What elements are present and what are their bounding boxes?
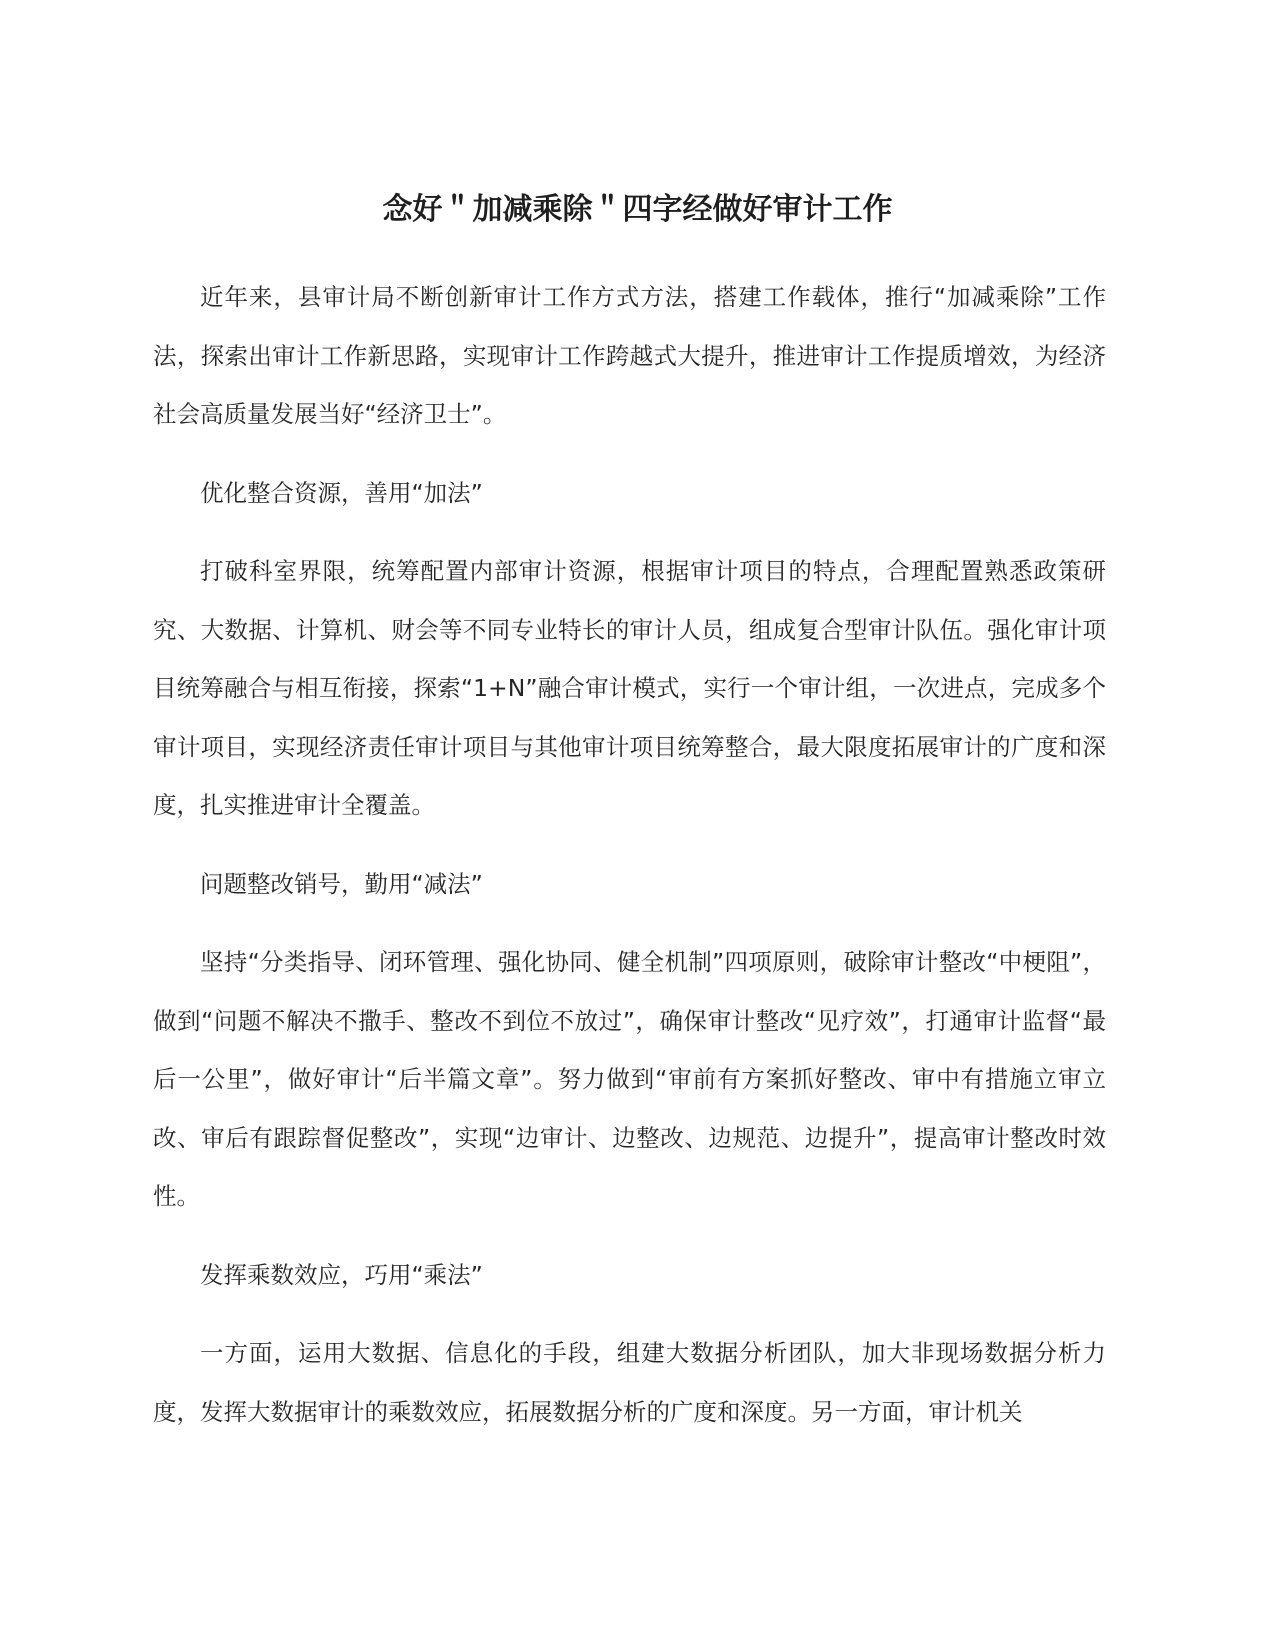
document-body <box>153 268 1106 1461</box>
section-heading-multiplication: 发挥乘数效应，巧用“乘法” <box>200 1260 483 1289</box>
document-title: 念好＂加减乘除＂四字经做好审计工作 <box>382 192 893 227</box>
section-body-addition: 打破科室界限，统筹配置内部审计资源，根据审计项目的特点，合理配置熟悉政策研究、大数据、计算机、财会等不同专业特长的审计人员，组成复合型审计队伍。强化审计项目统筹融合与相互衔接，探索“1+N”融合审计模式，实行一个审计组，一次进点，完成多个审计项目，实现经济责任审计项目与其他审计项目统筹整合，最大限度拓展审计的广度和深度，扎实推进审计全覆盖。 <box>153 557 1106 819</box>
section-heading-addition: 优化整合资源，善用“加法” <box>200 478 483 507</box>
section-heading-subtraction: 问题整改销号，勤用“减法” <box>200 869 483 898</box>
section-body-subtraction: 坚持“分类指导、闭环管理、强化协同、健全机制”四项原则，破除审计整改“中梗阻”，做到“问题不解决不撒手、整改不到位不放过”，确保审计整改“见疗效”，打通审计监督“最后一公里”，做好审计“后半篇文章”。努力做到“审前有方案抓好整改、审中有措施立审立改、审后有跟踪督促整改”，实现“边审计、边整改、边规范、边提升”，提高审计整改时效性。 <box>153 948 1106 1210</box>
intro-paragraph: 近年来，县审计局不断创新审计工作方式方法，搭建工作载体，推行“加减乘除”工作法，探索出审计工作新思路，实现审计工作跨越式大提升，推进审计工作提质增效，为经济社会高质量发展当好“经济卫士”。 <box>153 283 1106 428</box>
section-body-multiplication: 一方面，运用大数据、信息化的手段，组建大数据分析团队，加大非现场数据分析力度，发挥大数据审计的乘数效应，拓展数据分析的广度和深度。另一方面，审计机关 <box>153 1339 1106 1426</box>
